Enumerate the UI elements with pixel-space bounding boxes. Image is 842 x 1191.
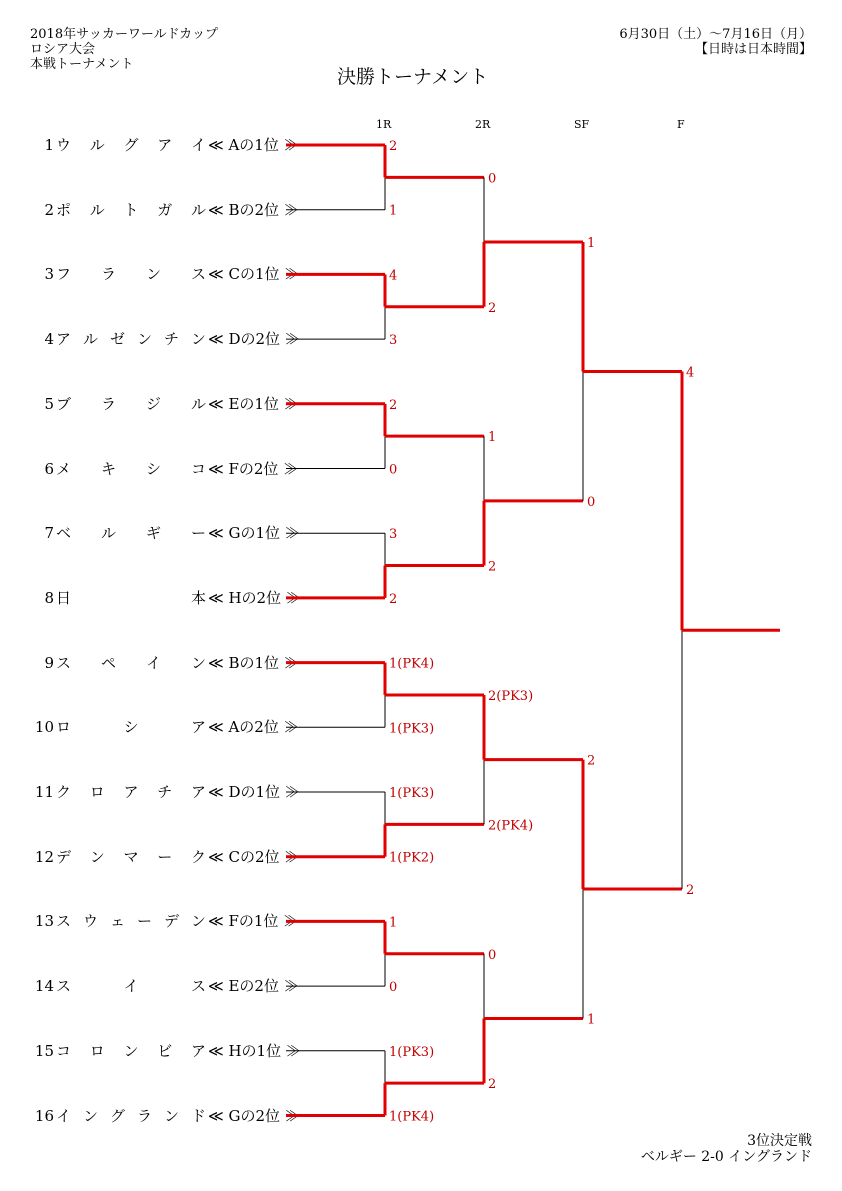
team-seed: ≪ Cの1位 ≫ (208, 265, 300, 284)
r1-score: 1(PK2) (389, 850, 435, 866)
team-number: 10 (34, 718, 54, 737)
team-number: 13 (34, 912, 54, 931)
team-seed: ≪ Bの2位 ≫ (208, 200, 299, 219)
final-score: 4 (686, 365, 695, 381)
r1-score: 3 (389, 527, 398, 543)
team-name: ウ ル グ ア イ (56, 136, 206, 154)
header-dates: 6月30日（土）～7月16日（月） (619, 27, 812, 42)
team-name: 日 本 (56, 588, 206, 607)
team-number: 1 (44, 136, 54, 154)
team-number: 9 (44, 653, 54, 672)
team-name: デ ン マ ー ク (56, 847, 206, 866)
team-seed: ≪ Hの1位 ≫ (208, 1041, 301, 1060)
team-seed: ≪ Hの2位 ≫ (208, 588, 301, 607)
r1-score: 2 (389, 397, 398, 413)
team-name: ベ ル ギ ー (56, 524, 206, 543)
team-name: ポ ル ト ガ ル (56, 200, 206, 219)
team-seed: ≪ Aの1位 ≫ (208, 136, 299, 154)
r1-score: 4 (389, 268, 398, 284)
team-seed: ≪ Fの2位 ≫ (208, 459, 299, 478)
r1-score: 0 (389, 462, 398, 478)
header-venue: ロシア大会 (30, 42, 96, 57)
team-number: 2 (44, 200, 54, 219)
r1-score: 1(PK4) (389, 656, 435, 672)
r1-score: 1 (389, 203, 398, 219)
team-name: メ キ シ コ (56, 459, 206, 478)
team-number: 12 (34, 847, 54, 866)
team-number: 8 (44, 588, 54, 607)
sf-score: 0 (587, 494, 596, 510)
sf-score: 1 (587, 1012, 596, 1028)
third-place-title: 3位決定戦 (747, 1133, 812, 1149)
r1-score: 1(PK4) (389, 1109, 435, 1125)
round-label-1r: 1R (376, 118, 392, 131)
team-seed: ≪ Eの1位 ≫ (208, 394, 299, 413)
r1-score: 2 (389, 139, 398, 154)
team-name: ク ロ ア チ ア (56, 783, 206, 801)
team-name: ア ル ゼ ン チ ン (56, 330, 206, 349)
team-name: ロ シ ア (56, 718, 206, 737)
r1-score: 2 (389, 591, 398, 607)
r2-score: 0 (488, 947, 497, 963)
team-name: ス ペ イ ン (56, 653, 206, 672)
header-stage: 本戦トーナメント (30, 57, 134, 72)
r2-score: 2 (488, 1077, 497, 1093)
team-number: 5 (44, 394, 54, 413)
r2-score: 2(PK3) (488, 688, 534, 704)
third-place-result: ベルギー 2-0 イングランド (640, 1149, 812, 1165)
header-competition: 2018年サッカーワールドカップ (30, 27, 219, 42)
r1-score: 0 (389, 980, 398, 996)
sf-score: 1 (587, 236, 596, 252)
r1-score: 1 (389, 915, 398, 931)
team-number: 7 (44, 524, 54, 543)
round-label-2r: 2R (475, 118, 491, 131)
team-seed: ≪ Gの1位 ≫ (208, 524, 300, 543)
team-seed: ≪ Cの2位 ≫ (208, 847, 300, 866)
r2-score: 1 (488, 430, 497, 446)
team-seed: ≪ Gの2位 ≫ (208, 1106, 300, 1125)
team-seed: ≪ Dの2位 ≫ (208, 330, 300, 349)
team-name: ス ウ ェ ー デ ン (56, 912, 206, 931)
header-timezone: 【日時は日本時間】 (694, 42, 812, 57)
page-title: 決勝トーナメント (337, 66, 489, 88)
team-number: 14 (34, 977, 54, 996)
team-seed: ≪ Bの1位 ≫ (208, 653, 299, 672)
team-name: フ ラ ン ス (56, 265, 206, 284)
r2-score: 2 (488, 300, 497, 316)
r1-score: 3 (389, 333, 398, 349)
final-score: 2 (686, 883, 695, 899)
team-number: 11 (34, 783, 54, 801)
round-label-f: F (677, 118, 685, 131)
team-number: 3 (44, 265, 54, 284)
team-seed: ≪ Eの2位 ≫ (208, 977, 299, 996)
team-seed: ≪ Aの2位 ≫ (208, 718, 299, 737)
r2-score: 2(PK4) (488, 818, 534, 834)
r1-score: 1(PK3) (389, 721, 435, 737)
r1-score: 1(PK3) (389, 1044, 435, 1060)
team-number: 4 (44, 330, 54, 349)
team-name: イ ン グ ラ ン ド (56, 1106, 206, 1125)
team-name: コ ロ ン ビ ア (56, 1041, 206, 1060)
team-name: ブ ラ ジ ル (56, 394, 206, 413)
team-number: 6 (44, 459, 54, 478)
r1-score: 1(PK3) (389, 786, 435, 801)
team-seed: ≪ Dの1位 ≫ (208, 783, 300, 801)
r2-score: 0 (488, 171, 497, 187)
team-seed: ≪ Fの1位 ≫ (208, 912, 299, 931)
sf-score: 2 (587, 753, 596, 769)
team-name: ス イ ス (56, 977, 206, 996)
r2-score: 2 (488, 559, 497, 575)
round-label-sf: SF (574, 118, 590, 131)
team-number: 15 (34, 1041, 54, 1060)
team-number: 16 (34, 1106, 54, 1125)
